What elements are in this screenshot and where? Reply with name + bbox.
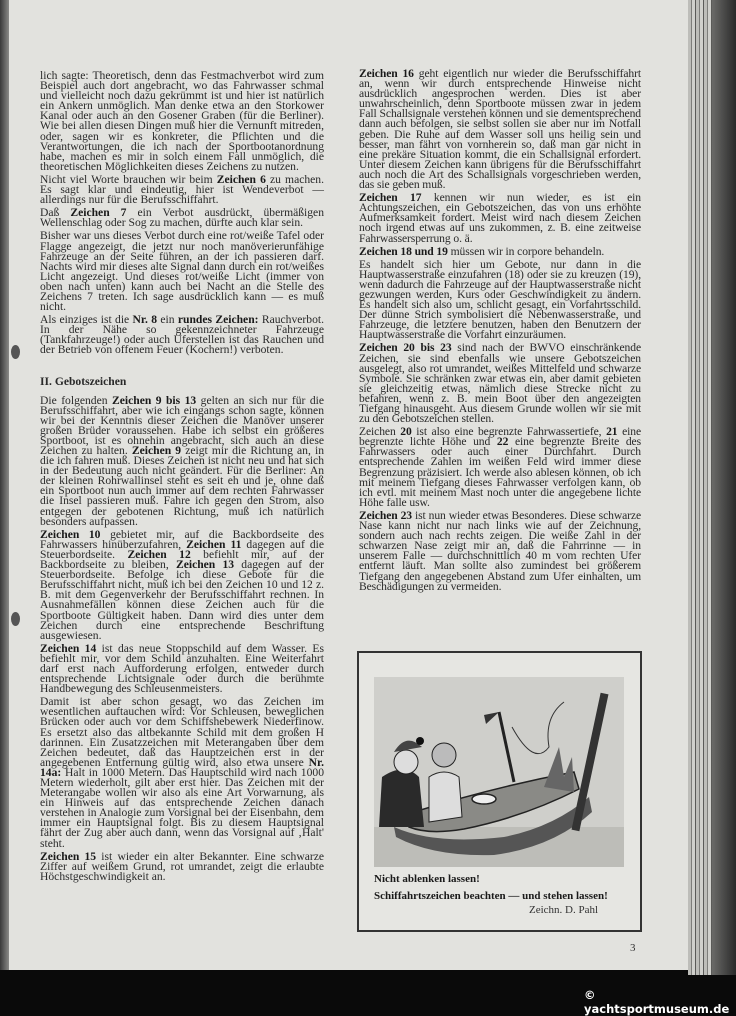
text-run: gebietet mir, auf die Backbordseite des Fahrwassers hinüberzufahren, [40,527,324,551]
cartoon-boat-illustration [374,677,624,867]
text-run: geht eigentlich nur wieder die Berufsschiffahrt an, wenn wir durch entsprechende Hinweise nicht ausdrücklich angesprochen werden. Dies ist aber unwahrscheinlich, denn Sportboote müssen zwar in jedem Fall Schallsignale verstehen können und sie dementsprechend dann auch befolgen, sie selbst sollen sie aber nur im Notfall geben. Die Ruhe auf dem Wasser soll uns heilig sein und besser, man fährt von vornherein so, daß man gar nicht in eine prekäre Situation kommt, die ein Schallsignal erfordert. Unter diesem Zeichen kann übrigens für die Berufsschiffahrt auch noch die Art des Schallsignals vorgeschrieben werden, das sie geben muß. [359,67,641,192]
book-binding-shadow [712,0,736,975]
text-run: kennen wir nun wieder, es ist ein Achtungszeichen, ein Gebotszeichen, das von uns erhöhte Aufmerksamkeit fordert. Meist wird nach diesem Zeichen noch irgend etwas auf uns zukommen, z. B. eine zeitweise Fahrwassersperrung o. ä. [359,191,641,245]
text-run: müssen wir in corpore behandeln. [447,244,605,258]
text-run: ein [157,313,178,327]
text-run: Damit ist aber schon gesagt, wo das Zeichen im wesentlichen auftauchen wird: Vor Schleusen, beweglichen Brücken oder auch vor dem Schiffshebewerk Niederfinow. Es ersetzt also das altbekannte Schild mit dem großen H darinnen. Ein Zusatzzeichen mit Meterangaben über dem Zeichen bedeutet, daß das Hauptzeichen erst in der angegebenen Entfernung gültig wird, also etwa unsere [40,695,324,769]
bold-term: Nr. 14a: [40,755,324,779]
text-run: zu machen. Es sagt klar und eindeutig, hier ist Wendeverbot — allerdings nur für die Berufsschiffahrt. [40,172,324,207]
paragraph [359,193,641,243]
text-run: gelten an sich nur für die Berufsschiffahrt, aber wie ich eingangs schon sagte, können wir bei der Kenntnis dieser Zeichen die Manöver unserer großen Brüder voraussehen. Habe ich selbst ein größeres Sportboot, ist es ohnehin angebracht, sich auch an diese Zeichen zu halten. [40,393,324,457]
paragraph [359,427,641,508]
text-run: Halt in 1000 Metern. Das Hauptschild wird nach 1000 Metern wiederholt, gilt aber erst hier. Das Zeichen mit der Meterangabe wollen wir also als eine Art Vorwarnung, als ein Hinweis auf das entsprechende Zeichen danach verstehen in Analogie zum Vorsignal bei der Eisenbahn, dem immer ein Hauptsignal folgt. Bis zu diesem Hauptsignal fährt der Zug aber auch dann, wenn das Vorsignal auf ‚Halt' steht. [40,765,324,850]
text-run: Bisher war uns dieses Verbot durch eine rot/weiße Tafel oder Flagge angezeigt, die jetzt nur noch manöverierunfähige Fahrzeuge an der Seite führen, an der ich passieren darf. Nachts wird mir dieses alte Signal dann durch ein rot/weißes Licht angezeigt. Und dieses rot/weiße Licht (immer von oben nach unten) kann auch bei Nacht an die Stelle des Zeichens 7 treten. Ich sage ausdrücklich kann — es muß nicht. [40,229,324,314]
bold-term: Zeichen 14 [40,641,97,655]
bold-term: Zeichen 6 [216,172,266,186]
bold-term: Zeichen 18 und 19 [359,244,448,258]
text-run: zeigt mir die Richtung an, in die ich fahren muß. Dieses Zeichen ist nicht neu und hat sich in der Bedeutung auch nicht geändert. Für die Berliner: An der kleinen Rohrwallinsel steht es seit eh und je, ohne daß ein Sportboot nun auch immer auf dem rechten Fahrwasser die Insel passieren muß. Fahre ich gegen den Strom, also entgegen der gebotenen Richtung, muß ich natürlich besonders aufpassen. [40,444,324,528]
bold-term: rundes Zeichen: [177,313,259,327]
text-run: Als einziges ist die [40,313,133,327]
bold-term: Zeichen 12 [127,547,191,561]
left-text-column [40,71,324,885]
page-number: 3 [630,942,636,954]
paragraph [40,641,325,696]
bold-term: Zeichen 9 bis 13 [112,393,197,407]
paragraph [40,208,324,228]
text-run: dagegen auf der Steuerbordseite. Befolge ich diese Gebote für die Berufsschiffahrt nicht, muß ich bei den Zeichen 10 und 12 z. B. mit dem Gegenverkehr der Berufsschiffahrt rechnen. In Ausnahmefällen können diese Zeichen auch für die Sportboote Gültigkeit haben. Dann wird dies unter dem Zeichen durch eine entsprechende Beschriftung ausgewiesen. [40,558,324,642]
text-run: dagegen auf die Steuerbordseite. [40,537,324,561]
text-run: Rauchverbot. In der Nähe so gekennzeichneter Fahrzeuge (Tankfahrzeuge!) oder auch Uferstellen ist das Rauchen und der Betrieb von offenem Feuer (Kochern!) verboten. [40,313,324,357]
bold-term: 20 [400,425,412,439]
paragraph [40,697,324,848]
bold-term: 22 [496,435,509,449]
section-heading [40,376,324,388]
paragraph [40,527,324,642]
text-run: Nicht viel Worte brauchen wir beim [40,172,217,186]
illustrator-credit: Zeichn. D. Pahl [529,904,599,916]
bold-term: 21 [606,425,618,439]
text-run: II. Gebotszeichen [40,374,127,388]
book-page [9,0,692,970]
paragraph [40,849,325,883]
paragraph [40,231,324,312]
caption-subtitle: Schiffahrtszeichen beachten — und stehen lassen! [374,890,608,902]
bold-term: Nr. 8 [132,313,158,327]
bold-term: Zeichen 11 [186,537,242,551]
right-text-column [359,69,641,595]
text-run: lich sagte: Theoretisch, denn das Festmachverbot wird zum Beispiel auch dort angebracht, wo das Fahrwasser schmal und vielleicht noch dazu gekrümmt ist und hier ist natürlich ein Ankern unmöglich. Man denke etwa an den Storkower Kanal oder auch an den Gosener Graben (für die Berliner). Wie bei allen diesen Dingen muß hier die Vernunft mitreden, oder, sagen wir es konkreter, die Pflichten und die Verantwortungen, die ich nach der Sportbootanordnung habe, machen es mir in solch einem Fall unmöglich, die theoretischen Möglichkeiten dieses Zeichens zu nutzen. [40,69,324,173]
bold-term: Zeichen 13 [175,558,235,572]
text-run: Es handelt sich hier um Gebote, nur dann in die Hauptwasserstraße einzufahren (18) oder sie zu kreuzen (19), wenn dadurch die Fahrzeuge auf der Hauptwasserstraße nicht gezwungen werden, Kurs oder Geschwindigkeit zu ändern. Es handelt sich also um, schlicht gesagt, ein Vorfahrtsschild. Der dünne Strich symbolisiert die Nebenwasserstraße, und Fahrzeuge, die letztere benutzen, haben den Benutzern der Hauptwasserstraße die Vorfahrt einzuräumen. [359,257,641,342]
punch-hole [11,612,20,626]
watermark: © yachtsportmuseum.de [584,988,730,1016]
text-run: eine begrenzte Breite des Fahrwassers oder auch einer Durchfahrt. Durch entsprechende Zahlen im weißen Feld wird immer diese Begrenzung präzisiert. Ich werde also ablesen können, ob ich mit meinem Tiefgang dieses Fahrwasser verfolgen kann, ob ich evtl. mit meinem Mast noch unter die angegebene lichte Höhe falle usw. [359,435,641,509]
cartoon-caption [374,873,608,907]
caption-title: Nicht ablenken lassen! [374,873,480,885]
paragraph [359,69,641,190]
text-run: ist das neue Stoppschild auf dem Wasser. Es befiehlt mir, vor dem Schild anzuhalten. Eine Weiterfahrt darf erst nach Aufforderung erfolgen, entweder durch entsprechende Lichtsignale oder durch die berühmte Handbewegung des Schleusenmeisters. [40,641,325,696]
bold-term: Zeichen 17 [359,191,422,205]
paragraph [40,71,324,172]
paragraph [40,172,324,207]
text-run: sind nach der BWVO einschränkende Zeichen, sie sind ebenfalls wie unsere Gebotszeichen ausgelegt, also rot umrandet, weißes Mittelfeld und schwarze Symbole. Sie schränken zwar etwas ein, aber damit gebieten sie gleichzeitig etwas, nämlich diese Strecke nicht zu befahren, wenn z. B. mein Boot über den angezeigten Tiefgang hinausgeht. Aus diesem Grunde wollen wir sie mit zu den Gebotszeichen stellen. [359,341,641,426]
bold-term: Zeichen 20 bis 23 [359,341,452,355]
text-run: ist nun wieder etwas Besonderes. Diese schwarze Nase kann nicht nur nach links wie auf der Zeichnung, sondern auch nach rechts zeigen. Die weiße Zahl in der schwarzen Nase zeigt mir an, daß die Fahrrinne — in unserem Falle — durchschnittlich 40 m vom rechten Ufer entfernt läuft. Man sollte also zumindest bei größerem Tiefgang den angegebenen Abstand zum Ufer einhalten, um Beschädigungen zu vermeiden. [359,508,641,593]
bold-term: Zeichen 10 [40,527,101,541]
bold-term: Zeichen 16 [359,67,414,80]
paragraph [359,343,641,424]
text-run: befiehlt mir, auf der Backbordseite zu bleiben, [40,547,324,572]
paragraph [40,393,324,528]
scan-left-edge [0,0,9,970]
paragraph [359,244,641,258]
text-run: Zeichen [359,425,401,439]
text-run: eine begrenzte lichte Höhe und [359,425,641,449]
cartoon-figure [357,651,642,932]
text-run: ist wieder ein alter Bekannter. Eine schwarze Ziffer auf weißem Grund, rot umrandet, zeigt die erlaubte Höchstgeschwindigkeit an. [40,849,325,883]
paragraph [359,257,641,342]
paragraph [359,508,641,593]
bold-term: Zeichen 15 [40,849,97,863]
text-run: Daß [40,206,71,220]
text-run: ist also eine begrenzte Fahrwassertiefe, [411,425,607,439]
text-run: ein Verbot ausdrückt, übermäßigen Wellenschlag oder Sog zu machen, dürfte auch klar sein. [40,206,324,230]
bold-term: Zeichen 7 [70,206,127,220]
paragraph [40,315,324,355]
bold-term: Zeichen 23 [359,508,412,522]
bold-term: Zeichen 9 [131,444,182,457]
text-run: Die folgenden [40,393,112,407]
punch-hole [11,345,20,359]
